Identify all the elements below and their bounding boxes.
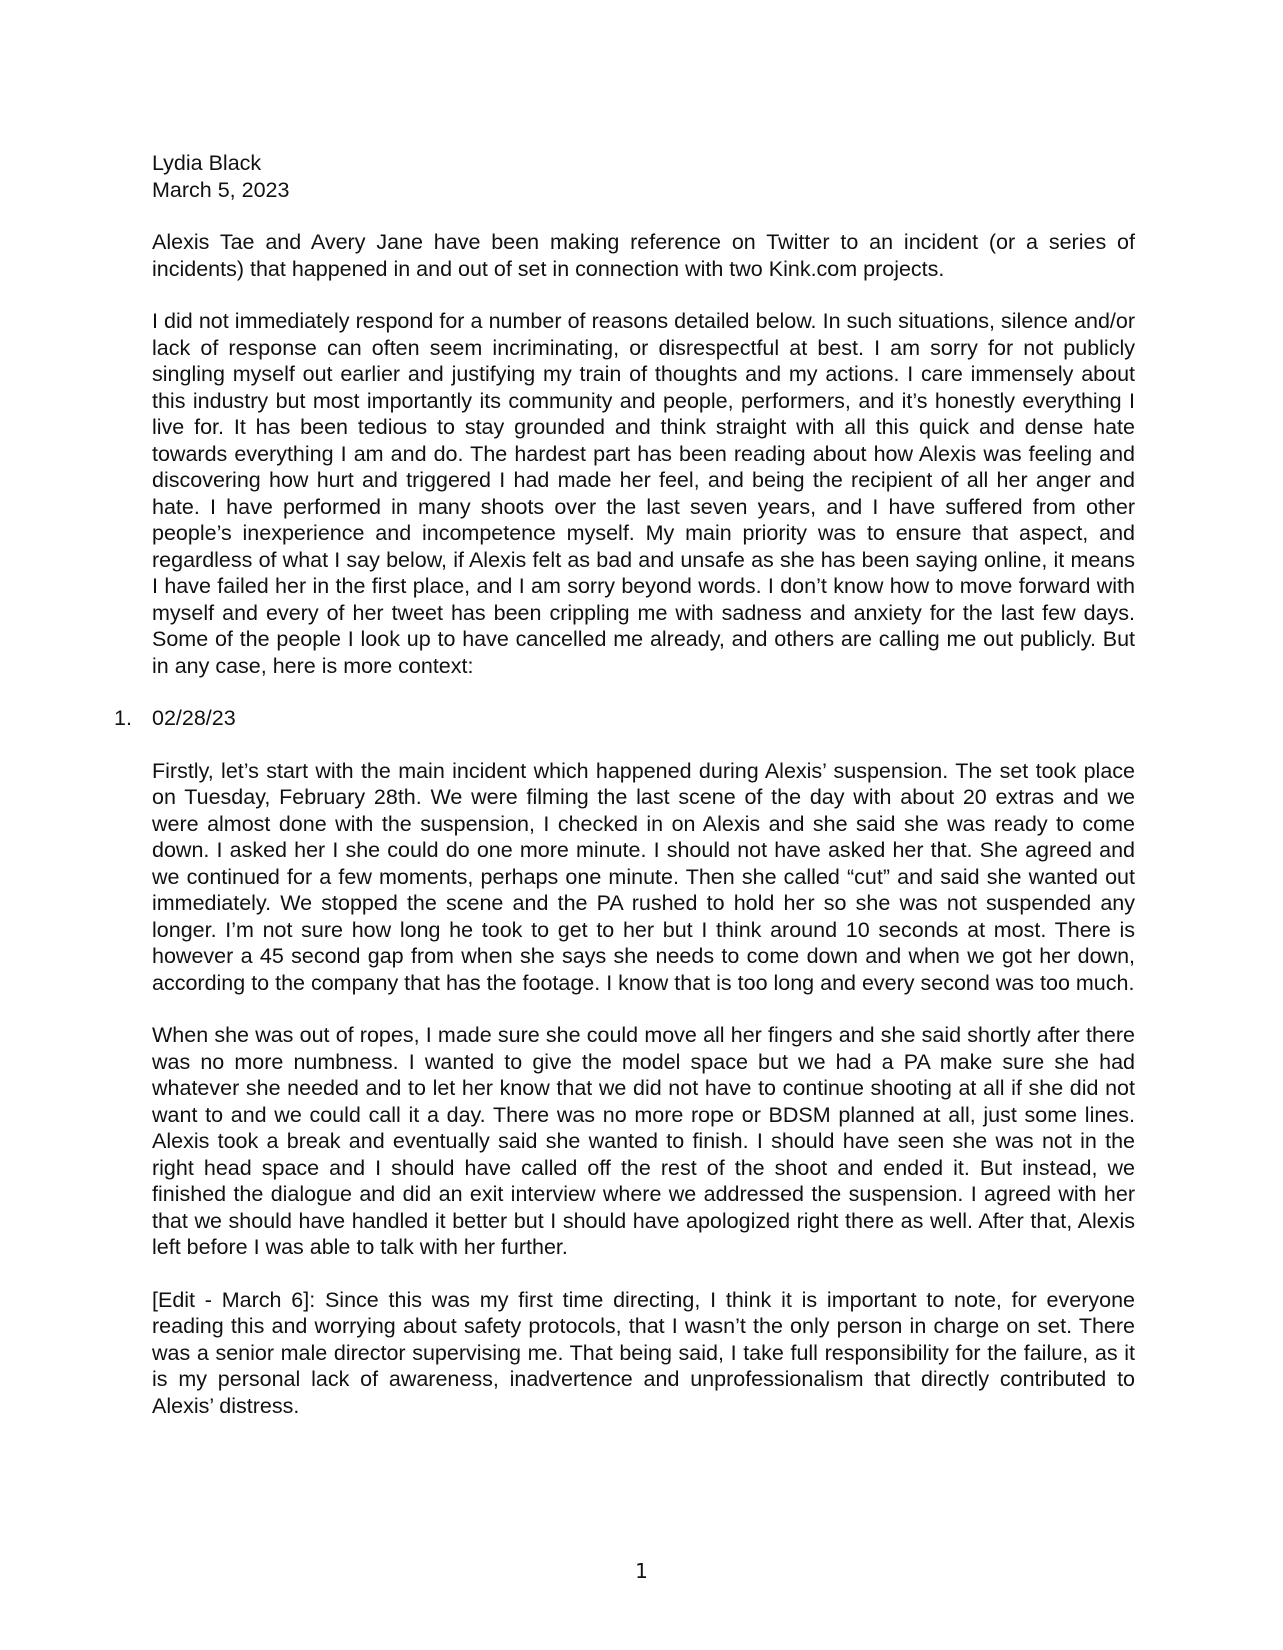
section-heading bbox=[114, 705, 1135, 732]
letter-date: March 5, 2023 bbox=[152, 177, 290, 202]
section-paragraph: Firstly, let’s start with the main incident which happened during Alexis’ suspension. The set took place on Tuesday, February 28th. We were filming the last scene of the day with about 20 extras and we were almost done with the suspension, I checked in on Alexis and she said she was ready to come down. I asked her I she could do one more minute. I should not have asked her that. She agreed and we continued for a few moments, perhaps one minute. Then she called “cut” and said she wanted out immediately. We stopped the scene and the PA rushed to hold her so she was not suspended any longer. I’m not sure how long he took to get to her but I think around 10 seconds at most. There is however a 45 second gap from when she says she needs to come down and when we got her down, according to the company that has the footage. I know that is too long and every second was too much. bbox=[152, 758, 1135, 995]
intro-paragraph: Alexis Tae and Avery Jane have been making reference on Twitter to an incident (or a series of incidents) that happened in and out of set in connection with two Kink.com projects. bbox=[152, 230, 1135, 281]
section-date: 02/28/23 bbox=[152, 706, 236, 730]
section-number: 1. bbox=[114, 706, 132, 730]
letter-header bbox=[152, 150, 1135, 203]
intro-paragraph: I did not immediately respond for a number of reasons detailed below. In such situations, silence and/or lack of response can often seem incriminating, or disrespectful at best. I am sorry for not publicly singling myself out earlier and justifying my train of thoughts and my actions. I care immensely about this industry but most importantly its community and people, performers, and it’s honestly everything I live for. It has been tedious to stay grounded and think straight with all this quick and dense hate towards everything I am and do. The hardest part has been reading about how Alexis was feeling and discovering how hurt and triggered I had made her feel, and being the recipient of all her anger and hate. I have performed in many shoots over the last seven years, and I have suffered from other people’s inexperience and incompetence myself. My main priority was to ensure that aspect, and regardless of what I say below, if Alexis felt as bad and unsafe as she has been saying online, it means I have failed her in the first place, and I am sorry beyond words. I don’t know how to move forward with myself and every of her tweet has been crippling me with sadness and anxiety for the last few days. Some of the people I look up to have cancelled me already, and others are calling me out publicly. But in any case, here is more context: bbox=[152, 309, 1135, 678]
page-number: 1 bbox=[635, 1559, 648, 1583]
section-paragraph: When she was out of ropes, I made sure she could move all her fingers and she said shortly after there was no more numbness. I wanted to give the model space but we had a PA make sure she had whatever she needed and to let her know that we did not have to continue shooting at all if she did not want to and we could call it a day. There was no more rope or BDSM planned at all, just some lines. Alexis took a break and eventually said she wanted to finish. I should have seen she was not in the right head space and I should have called off the rest of the shoot and ended it. But instead, we finished the dialogue and did an exit interview where we addressed the suspension. I agreed with her that we should have handled it better but I should have apologized right there as well. After that, Alexis left before I was able to talk with her further. bbox=[152, 1023, 1135, 1259]
author-name: Lydia Black bbox=[152, 151, 262, 175]
edit-note-paragraph: [Edit - March 6]: Since this was my first time directing, I think it is important to note, for everyone reading this and worrying about safety protocols, that I wasn’t the only person in charge on set. There was a senior male director supervising me. That being said, I take full responsibility for the failure, as it is my personal lack of awareness, inadvertence and unprofessionalism that directly contributed to Alexis’ distress. bbox=[152, 1287, 1135, 1418]
document-body bbox=[114, 150, 1135, 1445]
